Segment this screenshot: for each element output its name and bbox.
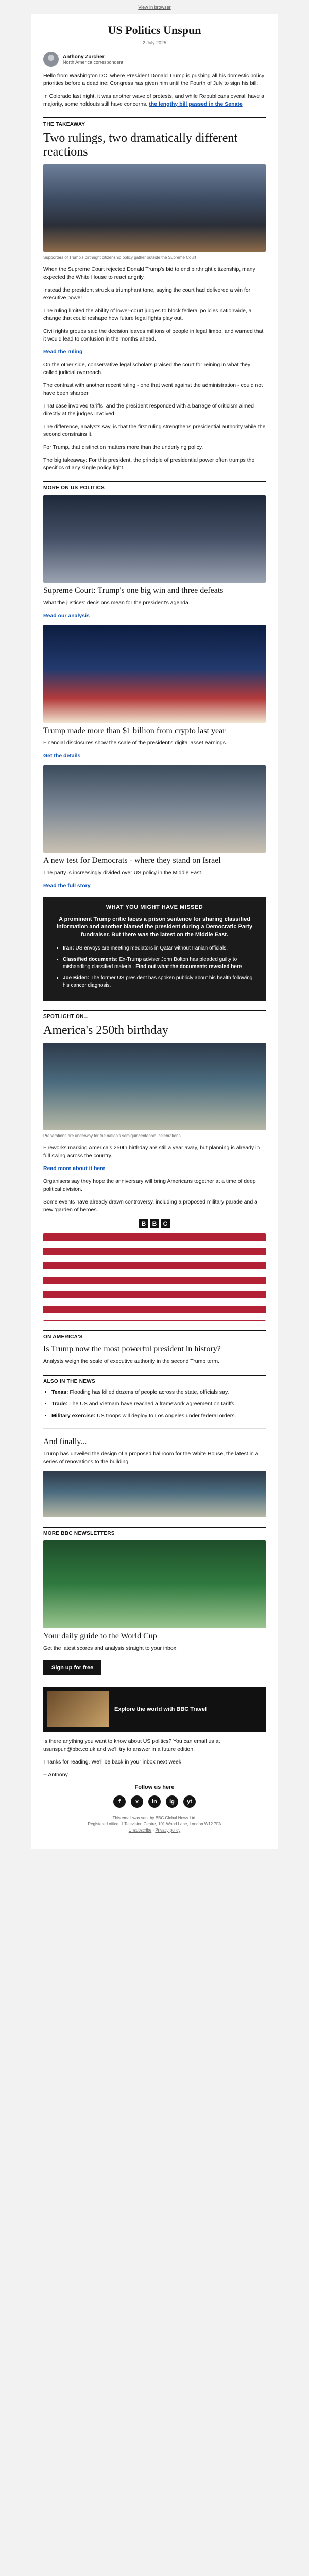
also-item: • Military exercise: US troops will deploy to Los Angeles under federal orders.: [52, 1412, 266, 1420]
topbar: [0, 0, 309, 14]
america-title: Is Trump now the most powerful president in history?: [43, 1345, 221, 1353]
privacy-link[interactable]: Privacy policy: [155, 1828, 181, 1833]
author-name: Anthony Zurcher: [63, 54, 105, 60]
author-role: North America correspondent: [63, 59, 124, 65]
intro-paragraph-1: Hello from Washington DC, where President Donald Trump is pushing all his domestic policy priorities before a deadline: Congress has given him until the Fourth of July to sign his bill.: [43, 73, 265, 87]
newsletter-title: Your daily guide to the World Cup: [43, 1632, 157, 1640]
spotlight-caption: Preparations are underway for the nation's semiquincentennial celebrations.: [43, 1133, 182, 1138]
intro-link[interactable]: the lengthy bill passed in the Senate: [149, 101, 243, 107]
linkedin-icon[interactable]: in: [148, 1795, 161, 1808]
newsletter-summary: Get the latest scores and analysis straight to your inbox.: [43, 1645, 178, 1651]
might-have-missed-box: [43, 897, 266, 1001]
story-summary: The party is increasingly divided over US policy in the Middle East.: [43, 870, 203, 876]
footer-line: This email was sent by BBC Global News Ltd.: [112, 1816, 197, 1820]
ad-banner[interactable]: [43, 1687, 266, 1732]
issue-date: 2 July 2025: [142, 40, 167, 45]
unsubscribe-link[interactable]: Unsubscribe: [128, 1828, 152, 1833]
story-summary: What the justices' decisions mean for the president's agenda.: [43, 600, 190, 606]
author-byline: [43, 52, 266, 67]
section-on-america: ON AMERICA'S: [43, 1330, 266, 1340]
story-summary: Financial disclosures show the scale of the president's digital asset earnings.: [43, 740, 227, 746]
social-links: [43, 1795, 266, 1808]
main-image: [43, 164, 266, 252]
finally-title: And finally...: [43, 1437, 87, 1446]
story-title: Supreme Court: Trump's one big win and three defeats: [43, 586, 224, 595]
missed-item: • Iran: US envoys are meeting mediators in Qatar without Iranian officials,: [63, 945, 254, 952]
section-also: ALSO IN THE NEWS: [43, 1375, 266, 1384]
spotlight-image: [43, 1043, 266, 1130]
missed-item: • Joe Biden: The former US president has spoken publicly about his health following his cancer diagnosis.: [63, 975, 254, 989]
story-image: [43, 495, 266, 583]
ad-thumbnail: [47, 1691, 109, 1727]
also-item: • Trade: The US and Vietnam have reached a framework agreement on tariffs.: [52, 1400, 266, 1408]
main-paragraph: That case involved tariffs, and the president responded with a barrage of criticism aimed directly at the judges involved.: [43, 403, 254, 417]
newsletter-image: [43, 1540, 266, 1628]
spotlight-link[interactable]: Read more about it here: [43, 1165, 106, 1172]
masthead: US Politics Unspun: [108, 24, 201, 37]
youtube-icon[interactable]: yt: [183, 1795, 196, 1808]
story-image: [43, 765, 266, 853]
x-icon[interactable]: x: [131, 1795, 143, 1808]
tail-paragraph: Thanks for reading. We'll be back in your inbox next week.: [43, 1759, 183, 1765]
story-link[interactable]: Get the details: [43, 753, 81, 759]
spotlight-paragraph: Fireworks marking America's 250th birthday are still a year away, but planning is already in full swing across the country.: [43, 1145, 260, 1159]
missed-item: • Classified documents: Ex-Trump adviser John Bolton has pleaded guilty to mishandling classified material. Find out what the documents revealed here: [63, 956, 254, 971]
divider: [43, 1428, 266, 1429]
story-link[interactable]: Read our analysis: [43, 613, 90, 619]
spotlight-paragraph: Organisers say they hope the anniversary will bring Americans together at a time of deep political division.: [43, 1178, 256, 1192]
section-takeaway: THE TAKEAWAY: [43, 117, 266, 127]
section-more-us: MORE ON US POLITICS: [43, 481, 266, 491]
main-link[interactable]: Read the ruling: [43, 349, 83, 355]
bbc-logo: B B C: [43, 1219, 266, 1228]
america-summary: Analysts weigh the scale of executive authority in the second Trump term.: [43, 1358, 220, 1364]
ad-text: Explore the world with BBC Travel: [114, 1706, 207, 1713]
footer: This email was sent by BBC Global News Ltd. Registered office: 1 Television Centre, 101 Wood Lane, London W12 7FA Unsubscribe · Privacy policy: [43, 1815, 266, 1834]
section-spotlight: SPOTLIGHT ON...: [43, 1010, 266, 1020]
main-paragraph: [43, 348, 266, 356]
footer-line: Registered office: 1 Television Centre, 101 Wood Lane, London W12 7FA: [88, 1822, 221, 1826]
spotlight-paragraph: Some events have already drawn controversy, including a proposed military parade and a new 'garden of heroes'.: [43, 1199, 258, 1213]
story-title: Trump made more than $1 billion from crypto last year: [43, 726, 226, 735]
main-paragraph: The ruling limited the ability of lower-court judges to block federal policies nationwide, a change that could reshape how future legal fights play out.: [43, 308, 252, 321]
instagram-icon[interactable]: ig: [166, 1795, 178, 1808]
spotlight-headline: America's 250th birthday: [43, 1024, 168, 1037]
missed-link[interactable]: Find out what the documents revealed here: [135, 964, 242, 970]
author-avatar: [43, 52, 59, 67]
sign-off: -- Anthony: [43, 1772, 68, 1778]
main-paragraph: On the other side, conservative legal scholars praised the court for reining in what they called judicial overreach.: [43, 362, 251, 376]
main-headline: Two rulings, two dramatically different reactions: [43, 131, 238, 159]
flag-image: [43, 1233, 266, 1321]
story-title: A new test for Democrats - where they stand on Israel: [43, 856, 221, 865]
main-paragraph: The difference, analysts say, is that the first ruling strengthens presidential authority while the second constrains it.: [43, 423, 266, 437]
missed-list: [55, 945, 254, 989]
box-lede: A prominent Trump critic faces a prison sentence for sharing classified information and another blamed the president during a Democratic Party fundraiser. But there was the latest on the Middle East.: [56, 916, 253, 938]
main-paragraph: Instead the president struck a triumphant tone, saying the court had delivered a win for executive power.: [43, 287, 251, 301]
finally-text: Trump has unveiled the design of a proposed ballroom for the White House, the latest in a series of renovations to the building.: [43, 1451, 259, 1465]
newsletter-card: [31, 14, 278, 1849]
main-paragraph: The big takeaway: For this president, the principle of presidential power often trumps the specifics of any single policy fight.: [43, 457, 255, 471]
story-link[interactable]: Read the full story: [43, 883, 91, 889]
main-caption: Supporters of Trump's birthright citizenship policy gather outside the Supreme Court: [43, 255, 196, 260]
story-image: [43, 625, 266, 723]
section-more-newsletters: MORE BBC NEWSLETTERS: [43, 1527, 266, 1536]
finally-image: [43, 1471, 266, 1517]
view-in-browser-link[interactable]: View in browser: [138, 5, 171, 10]
main-paragraph: Civil rights groups said the decision leaves millions of people in legal limbo, and warned that it would lead to confusion in the months ahead.: [43, 328, 264, 342]
tail-paragraph: Is there anything you want to know about US politics? You can email us at usunspun@bbc.co.uk and we'll try to answer in a future edition.: [43, 1738, 220, 1752]
signup-button[interactable]: Sign up for free: [43, 1660, 101, 1675]
main-paragraph: When the Supreme Court rejected Donald Trump's bid to end birthright citizenship, many expected the White House to react angrily.: [43, 266, 255, 280]
also-list: [43, 1388, 266, 1420]
intro-paragraph-2: In Colorado last night, it was another wave of protests, and while Republicans overall have a majority, some holdouts still have concerns. the lengthy bill passed in the Senate: [43, 93, 264, 107]
box-title: WHAT YOU MIGHT HAVE MISSED: [106, 904, 203, 910]
main-paragraph: The contrast with another recent ruling - one that went against the administration - could not have been sharper.: [43, 382, 263, 396]
also-item: • Texas: Flooding has killed dozens of people across the state, officials say.: [52, 1388, 266, 1396]
main-paragraph: For Trump, that distinction matters more than the underlying policy.: [43, 444, 203, 450]
facebook-icon[interactable]: f: [113, 1795, 126, 1808]
follow-label: Follow us here: [134, 1784, 175, 1790]
